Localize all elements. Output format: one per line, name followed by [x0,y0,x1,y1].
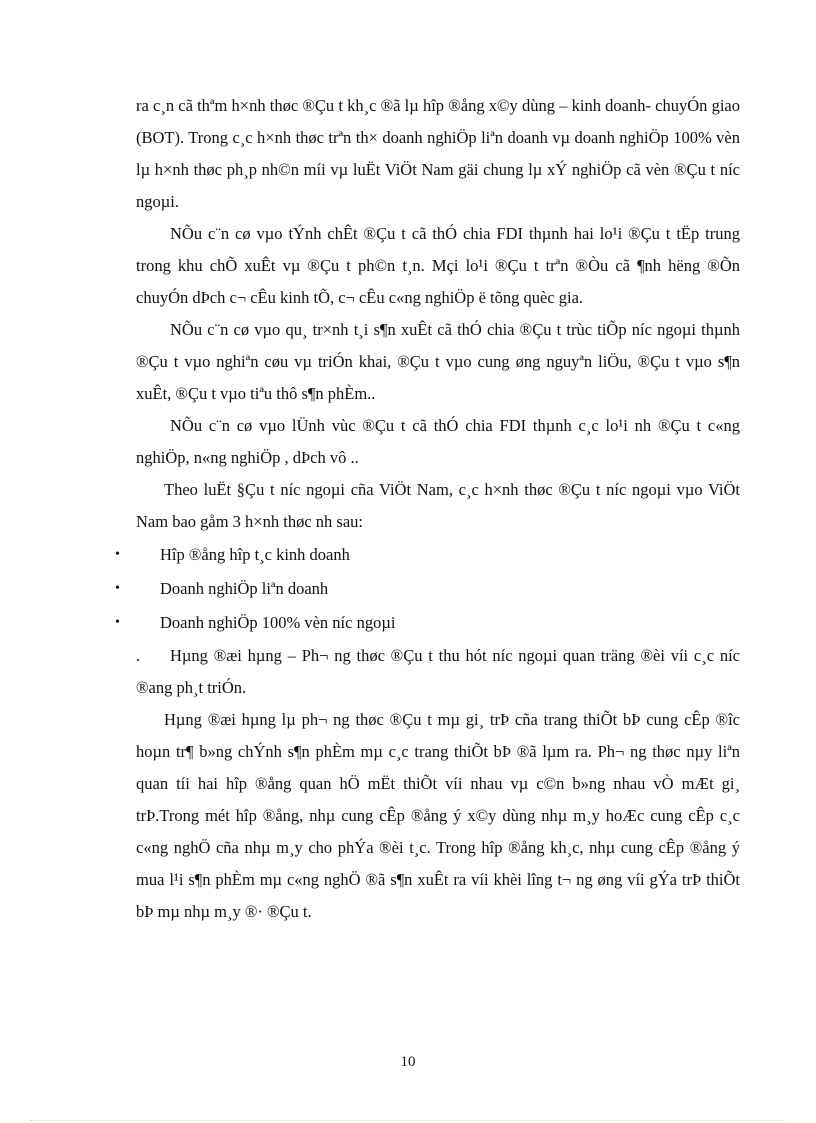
paragraph-vietnam-law: Theo luËt §Çu t níc ngoµi cña ViÖt Nam, c¸c h×nh thøc ®Çu t níc ngoµi vµo ViÖt Nam bao gåm 3 h×nh thøc nh sau: [136,480,740,531]
bullet-icon: • [115,581,120,596]
investment-forms-list [115,538,740,640]
list-item-text: Hîp ®ång hîp t¸c kinh doanh [160,545,350,564]
paragraph-barter-detail: Hµng ®æi hµng lµ ph¬ ng thøc ®Çu t mµ gi¸ trÞ cña trang thiÕt bÞ cung cÊp ®îc hoµn tr¶ b»ng chÝnh s¶n phÈm mµ c¸c trang thiÕt bÞ ®ã lµm ra. Ph¬ ng thøc nµy liªn quan tíi hai hîp ®ång quan hÖ mËt thiÕt víi nhau vµ c©n b»ng nhau vÒ mÆt gi¸ trÞ.Trong mét hîp ®ång, nhµ cung cÊp ®ång ý x©y dùng nhµ m¸y hoÆc cung cÊp c¸c c«ng nghÖ cña nhµ m¸y cho phÝa ®èi t¸c. Trong hîp ®ång kh¸c, nhµ cung cÊp ®ång ý mua l¹i s¶n phÈm mµ c«ng nghÖ ®ã s¶n xuÊt ra víi khèi lîng t¬ ng øng víi gÝa trÞ thiÕt bÞ mµ nhµ m¸y ®· ®Çu t. [136,710,740,921]
paragraph-barter-intro [136,640,740,704]
page-body [115,90,740,928]
list-item-text: Doanh nghiÖp liªn doanh [160,579,329,598]
list-item [115,606,740,640]
page-number: 10 [400,1054,416,1070]
page-bottom-divider [30,1120,786,1121]
paragraph-investment-nature: NÕu c¨n cø vµo tÝnh chÊt ®Çu t cã thÓ chia FDI thµnh hai lo¹i ®Çu t tËp trung trong khu chÕ xuÊt vµ ®Çu t ph©n t¸n. Mçi lo¹i ®Çu t trªn ®Òu cã ¶nh hëng ®Õn chuyÓn dÞch c¬ cÊu kinh tÕ, c¬ cÊu c«ng nghiÖp ë tõng quèc gia. [136,224,740,307]
list-item [115,572,740,606]
paragraph-investment-forms: ra c¸n cã thªm h×nh thøc ®Çu t kh¸c ®ã lµ hîp ®ång x©y dùng – kinh doanh- chuyÓn giao (BOT). Trong c¸c h×nh thøc trªn th× doanh nghiÖp liªn doanh vµ doanh nghiÖp 100% vèn lµ h×nh thøc ph¸p nh©n míi vµ luËt ViÖt Nam gäi chung lµ xÝ nghiÖp cã vèn ®Çu t níc ngoµi. [136,96,740,211]
list-item-text: Doanh nghiÖp 100% vèn níc ngoµi [160,613,396,632]
lead-mark: . [136,646,141,665]
paragraph-production-process: NÕu c¨n cø vµo qu¸ tr×nh t¸i s¶n xuÊt cã thÓ chia ®Çu t trùc tiÕp níc ngoµi thµnh ®Çu t vµo nghiªn cøu vµ triÓn khai, ®Çu t vµo cung øng nguyªn liÖu, ®Çu t vµo s¶n xuÊt, ®Çu t vµo tiªu thô s¶n phÈm.. [136,320,740,403]
bullet-icon: • [115,615,120,630]
bullet-icon: • [115,547,120,562]
list-item [115,538,740,572]
barter-intro-text: Hµng ®æi hµng – Ph¬ ng thøc ®Çu t thu hót níc ngoµi quan träng ®èi víi c¸c níc ®ang ph¸t triÓn. [136,646,740,697]
paragraph-investment-sector: NÕu c¨n cø vµo lÜnh vùc ®Çu t cã thÓ chia FDI thµnh c¸c lo¹i nh ®Çu t c«ng nghiÖp, n«ng nghiÖp , dÞch vô .. [136,416,740,467]
